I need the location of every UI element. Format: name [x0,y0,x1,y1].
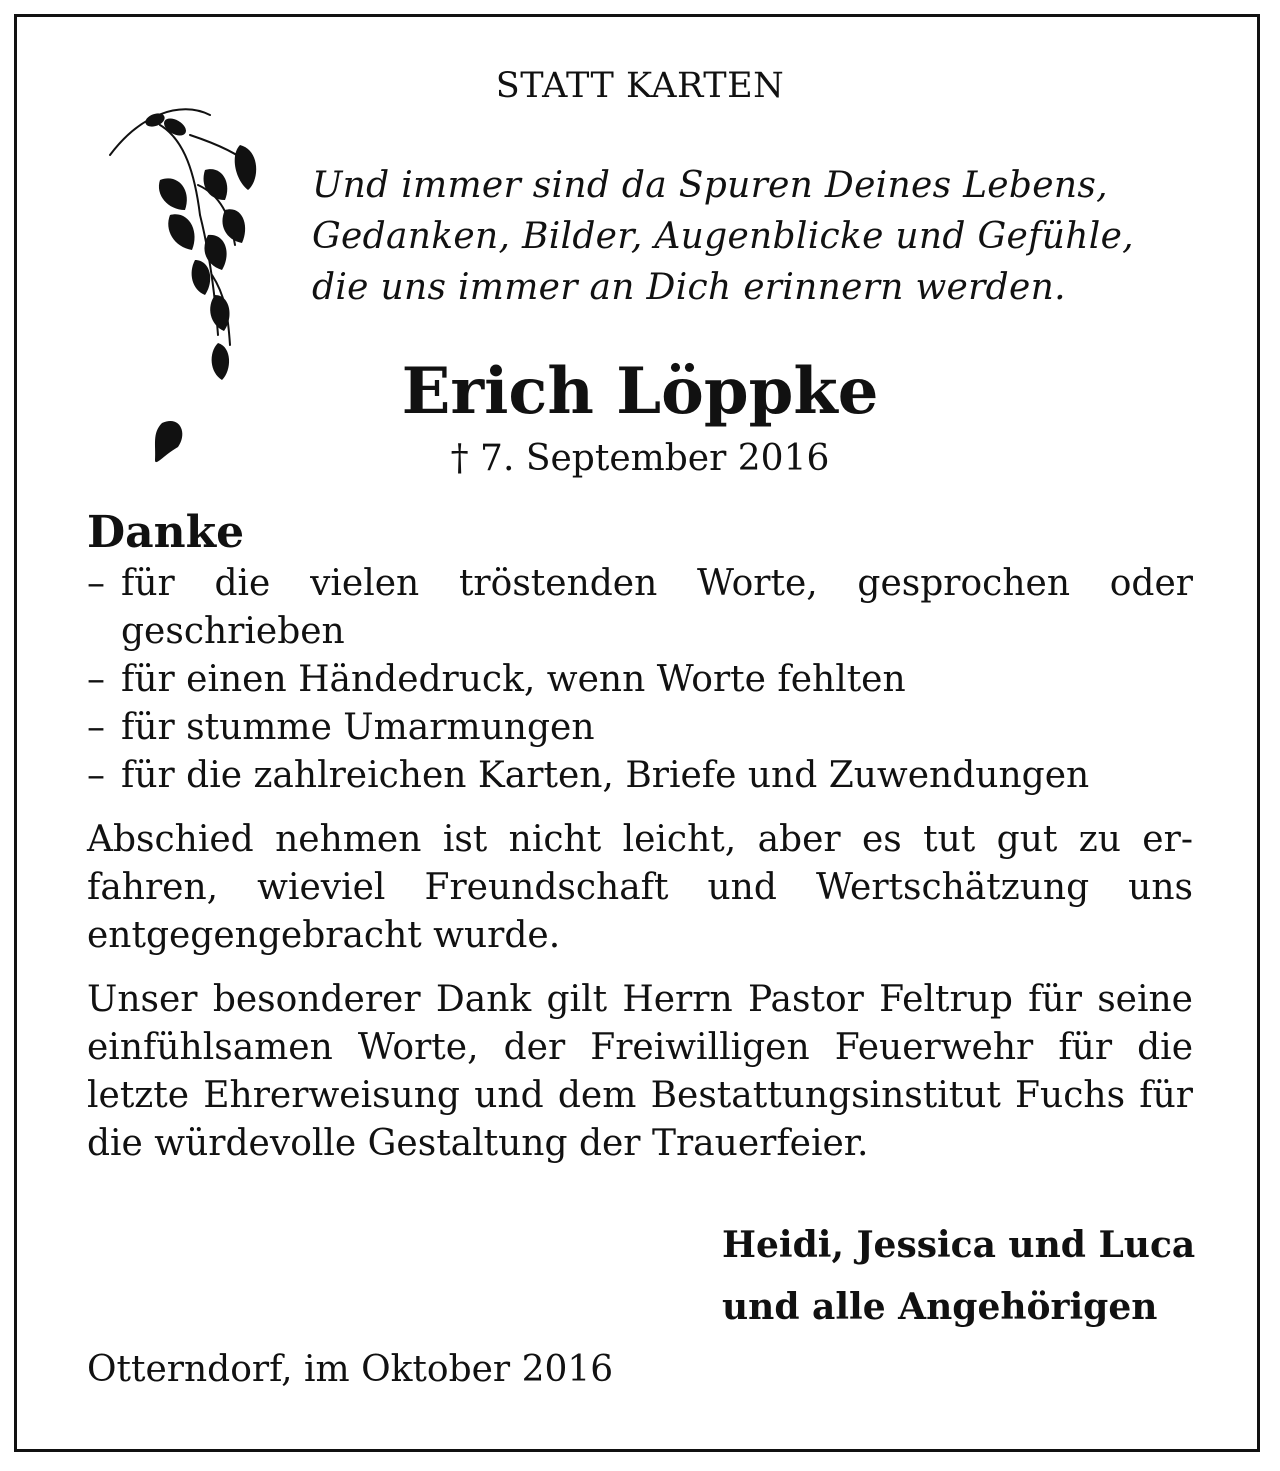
notice-header: STATT KARTEN [495,66,785,106]
thanks-section [87,506,1193,1168]
deceased-name: Erich Löppke [401,354,879,429]
dash-marker: – [87,755,105,796]
quote-line: die uns immer an Dich erinnern werden. [312,267,1066,308]
list-item [87,704,1193,752]
list-item [87,560,1193,656]
thanks-list [87,560,1193,800]
quote-line: Und immer sind da Spuren Deines Lebens, [312,165,1108,206]
paragraph-special-thanks: Unser besonderer Dank gilt Herrn Pastor Feltrup für seine einfühlsamen Worte, der Freiwilligen Feuerwehr für die letzte Ehrerweisung und dem Bestattungsinstitut Fuchs für die würdevolle Gestaltung der Trauerfeier. [87,979,1193,1164]
signature [722,1214,1195,1338]
dash-marker: – [87,563,105,604]
place-date: Otterndorf, im Oktober 2016 [87,1349,614,1390]
memorial-quote [312,160,1212,313]
list-item-text: für einen Händedruck, wenn Worte fehlten [121,659,906,700]
dash-marker: – [87,659,105,700]
list-item [87,656,1193,704]
signature-line: und alle Angehörigen [722,1286,1158,1328]
dash-marker: – [87,707,105,748]
list-item [87,752,1193,800]
signature-line: Heidi, Jessica und Luca [722,1224,1196,1266]
thanks-heading: Danke [87,507,245,558]
death-date: † 7. September 2016 [450,438,830,479]
paragraph-farewell: Abschied nehmen ist nicht leicht, aber es tut gut zu erfahren, wieviel Freundschaft und Wertschätzung uns entgegengebracht wurde. [87,819,1193,956]
list-item-text: für die zahlreichen Karten, Briefe und Zuwendungen [121,755,1090,796]
list-item-text: für stumme Umarmungen [121,707,595,748]
list-item-text: für die vielen tröstenden Worte, gesprochen oder geschrieben [121,563,1193,652]
quote-line: Gedanken, Bilder, Augenblicke und Gefühle, [312,216,1134,257]
